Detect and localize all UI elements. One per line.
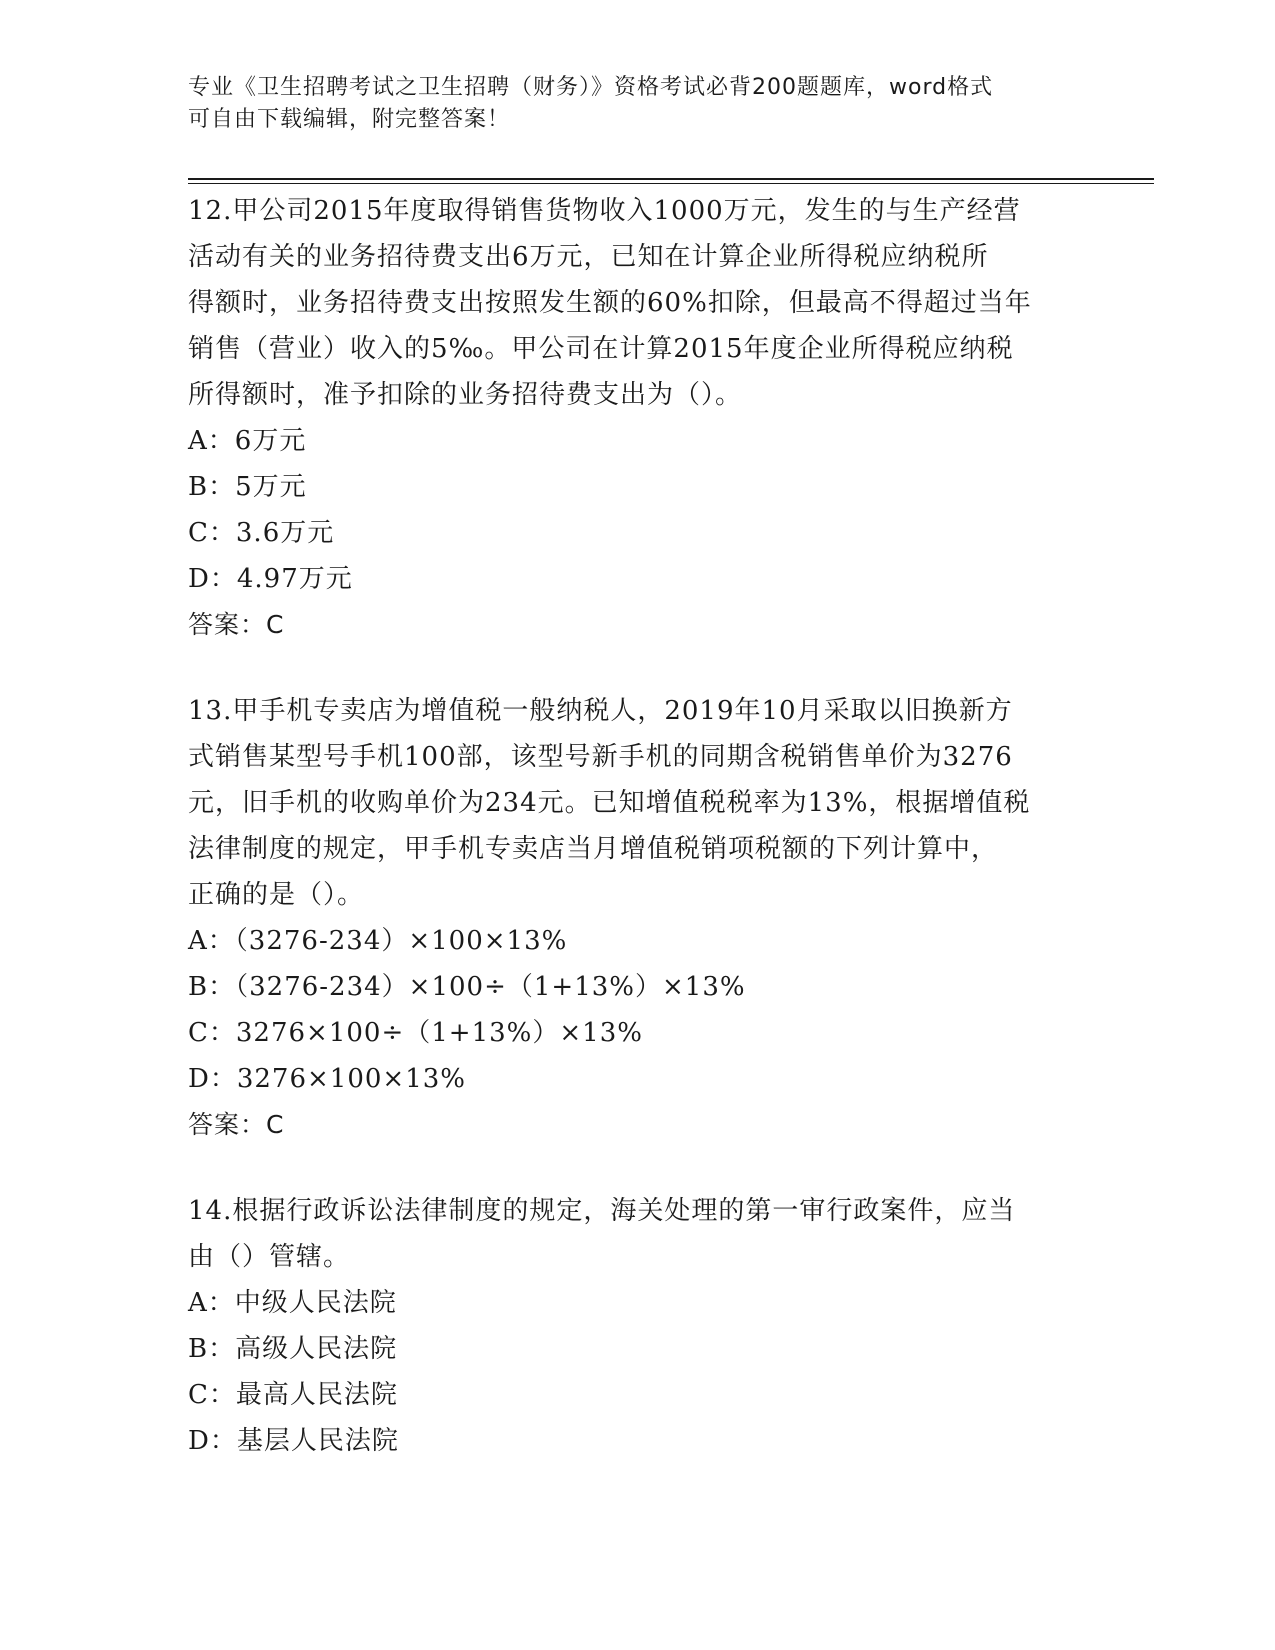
stem-line: 13.甲手机专卖店为增值税一般纳税人，2019年10月采取以旧换新方 [188,696,1013,726]
option-b: B：（3276-234）×100÷（1+13%）×13% [188,972,746,1002]
stem-line: 销售（营业）收入的5‰。甲公司在计算2015年度企业所得税应纳税 [188,334,1014,364]
question-stem [188,688,1088,918]
answer-label: 答案：C [188,610,285,639]
stem-line: 由（）管辖。 [188,1242,351,1272]
question-stem [188,188,1088,418]
header-line: 专业《卫生招聘考试之卫生招聘（财务）》资格考试必背200题题库，word格式 [188,75,994,100]
question-stem [188,1188,1088,1280]
stem-line: 法律制度的规定，甲手机专卖店当月增值税销项税额的下列计算中， [188,834,999,864]
document-header [188,72,1088,136]
option-a: A：（3276-234）×100×13% [188,926,568,956]
option-c: C：3.6万元 [188,518,335,548]
header-divider [188,178,1154,180]
option-a: A：中级人民法院 [188,1288,397,1318]
question-14 [188,1188,1088,1464]
option-d: D：3276×100×13% [188,1064,466,1094]
header-line: 可自由下载编辑，附完整答案！ [188,107,511,132]
option-c: C：最高人民法院 [188,1380,398,1410]
question-12 [188,188,1088,648]
stem-line: 12.甲公司2015年度取得销售货物收入1000万元，发生的与生产经营 [188,196,1021,226]
stem-line: 活动有关的业务招待费支出6万元，已知在计算企业所得税应纳税所 [188,242,989,272]
option-b: B：5万元 [188,472,307,502]
option-b: B：高级人民法院 [188,1334,398,1364]
answer-label: 答案：C [188,1110,285,1139]
stem-line: 14.根据行政诉讼法律制度的规定，海关处理的第一审行政案件，应当 [188,1196,1016,1226]
header-divider-thin [188,183,1154,184]
option-d: D：基层人民法院 [188,1426,399,1456]
stem-line: 得额时，业务招待费支出按照发生额的60%扣除，但最高不得超过当年 [188,288,1032,318]
question-13 [188,688,1088,1148]
stem-line: 所得额时，准予扣除的业务招待费支出为（）。 [188,380,743,410]
option-a: A：6万元 [188,426,307,456]
stem-line: 式销售某型号手机100部，该型号新手机的同期含税销售单价为3276 [188,742,1013,772]
option-d: D：4.97万元 [188,564,353,594]
option-c: C：3276×100÷（1+13%）×13% [188,1018,643,1048]
stem-line: 正确的是（）。 [188,880,365,910]
stem-line: 元，旧手机的收购单价为234元。已知增值税税率为13%，根据增值税 [188,788,1031,818]
